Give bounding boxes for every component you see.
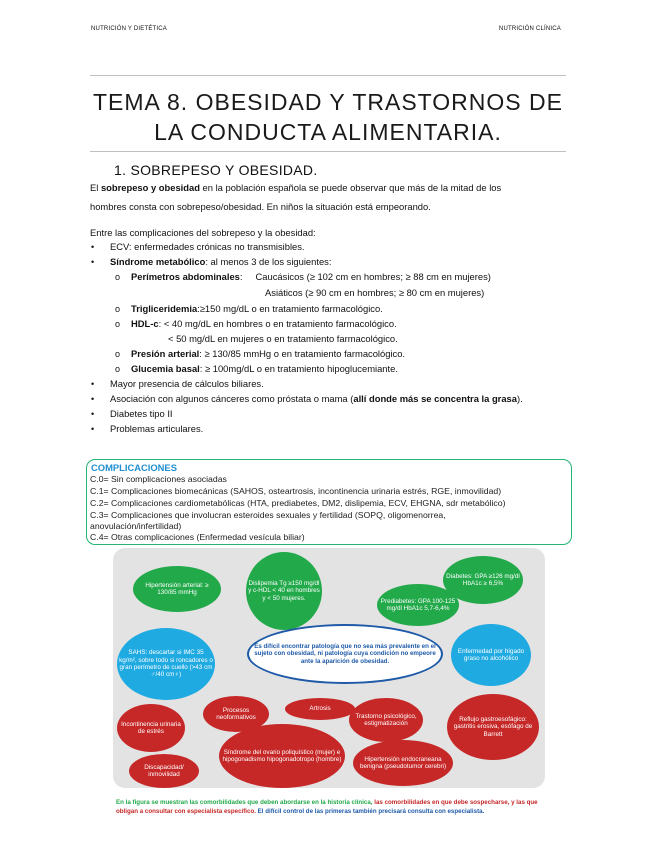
node-procesos: Procesos neoformativos [203,696,269,732]
figure-caption: En la figura se muestran las comorbilidades que deben abordarse en la historia clínica, las comorbilidades en que debe sospecharse, y las que obligan a consultar con especialista específico. El difícil control de las primeras también precisará consulta con especialista. [116,799,538,815]
page-title [90,87,566,147]
bullet-ecv: ECV: enfermedades crónicas no transmisibles. [110,241,305,252]
section-heading: 1. SOBREPESO Y OBESIDAD. [114,162,318,178]
sub-presion: Presión arterial: ≥ 130/85 mmHg o en tratamiento farmacológico. [131,348,406,359]
node-trastorno: Trastorno psicológico, estigmatización [349,698,423,742]
bullet-canceres: Asociación con algunos cánceres como próstata o mama (allí donde más se concentra la grasa). [110,393,523,404]
node-incontinencia: Incontinencia urinaria de estrés [117,704,185,752]
bullet-mark: • [91,424,95,434]
bullet-sindrome: Síndrome metabólico: al menos 3 de los siguientes: [110,256,332,267]
bullet-mark: • [91,379,95,389]
node-sahs: SAHS: descartar si IMC 35 kg/m², sobre todo si roncadores o gran perímetro de cuello (>43 cm ♂/40 cm♀) [117,628,215,700]
sub-bullet-mark: o [115,272,121,282]
header-left: NUTRICIÓN Y DIETÉTICA [91,26,167,32]
header-right: NUTRICIÓN CLÍNICA [498,26,561,32]
complicaciones-title: COMPLICACIONES [91,462,177,473]
complicacion-c1: C.1= Complicaciones biomecánicas (SAHOS, osteartrosis, incontinencia urinaria estrés, RGE, inmovilidad) [90,486,502,496]
node-artrosis: Artrosis [285,698,355,720]
sub-perimetros-asiaticos: Asiáticos (≥ 90 cm en hombres; ≥ 80 cm en mujeres) [265,287,485,298]
node-dislipemia: Dislipemia Tg ≥150 mg/dl y c-HDL < 40 en hombres y < 50 mujeres. [246,552,322,630]
complicacion-c2: C.2= Complicaciones cardiometabólicas (HTA, prediabetes, DM2, dislipemia, ECV, EHGNA, sdr metabólico) [90,498,506,508]
intro-line-1: El sobrepeso y obesidad en la población española se puede observar que más de la mitad de los [90,182,502,193]
sub-hdl: HDL-c: < 40 mg/dL en hombres o en tratamiento farmacológico. [131,318,397,329]
bullet-mark: • [91,242,95,252]
title-line-2: LA CONDUCTA ALIMENTARIA. [154,119,502,145]
sub-bullet-mark: o [115,319,121,329]
bullet-calculos: Mayor presencia de cálculos biliares. [110,378,264,389]
sub-trigliceridemia: Trigliceridemia:≥150 mg/dL o en tratamiento farmacológico. [131,303,383,314]
bullet-mark: • [91,409,95,419]
sub-bullet-mark: o [115,349,121,359]
node-higado-graso: Enfermedad por hígado graso no alcohólico [451,624,531,686]
complicacion-c4: C.4= Otras complicaciones (Enfermedad vesícula biliar) [90,532,305,542]
bullet-mark: • [91,257,95,267]
node-central-message: Es difícil encontrar patología que no sea más prevalente en el sujeto con obesidad, ni patología cuya condición no empeore ante la aparición de obesidad. [247,624,443,684]
node-prediabetes: Prediabetes: GPA 100-125 mg/dl HbA1c 5,7-6,4% [377,584,459,626]
node-reflujo: Reflujo gastroesofágico: gastritis erosiva, esófago de Barrett [447,694,539,760]
node-hipertension-endocraneana: Hipertensión endocraneana benigna (pseudotumor cerebri) [353,740,453,786]
complicaciones-box [86,459,572,545]
bullet-mark: • [91,394,95,404]
sub-hdl-mujeres: < 50 mg/dL en mujeres o en tratamiento farmacológico. [168,333,398,344]
complicacion-c3-cont: anovulación/infertilidad) [90,521,182,531]
node-discapacidad: Discapacidad/ inmovilidad [129,754,199,788]
complicacion-c0: C.0= Sin complicaciones asociadas [90,474,227,484]
intro-line-3: Entre las complicaciones del sobrepeso y la obesidad: [90,227,316,238]
title-line-1: TEMA 8. OBESIDAD Y TRASTORNOS DE [93,89,563,115]
sub-bullet-mark: o [115,364,121,374]
sub-bullet-mark: o [115,304,121,314]
sub-glucemia: Glucemia basal: ≥ 100mg/dL o en tratamiento hipoglucemiante. [131,363,398,374]
node-sop: Síndrome del ovario poliquístico (mujer) e hipogonadismo hipogonadotropo (hombre) [219,724,345,788]
comorbidities-figure [113,548,545,788]
node-diabetes: Diabetes: GPA ≥126 mg/dl HbA1c ≥ 6,5% [443,556,523,604]
complicacion-c3: C.3= Complicaciones que involucran esteroides sexuales y fertilidad (SOPQ, oligomenorrea, [90,510,446,520]
bullet-articulares: Problemas articulares. [110,423,204,434]
bullet-diabetes: Diabetes tipo II [110,408,173,419]
node-hipertension: Hipertensión arterial: ≥ 130/85 mmHg [133,566,221,612]
title-bottom-rule [90,151,566,152]
sub-perimetros: Perímetros abdominales: Caucásicos (≥ 102 cm en hombres; ≥ 88 cm en mujeres) [131,271,491,282]
intro-line-2: hombres consta con sobrepeso/obesidad. En niños la situación está empeorando. [90,201,431,212]
title-top-rule [90,75,566,76]
